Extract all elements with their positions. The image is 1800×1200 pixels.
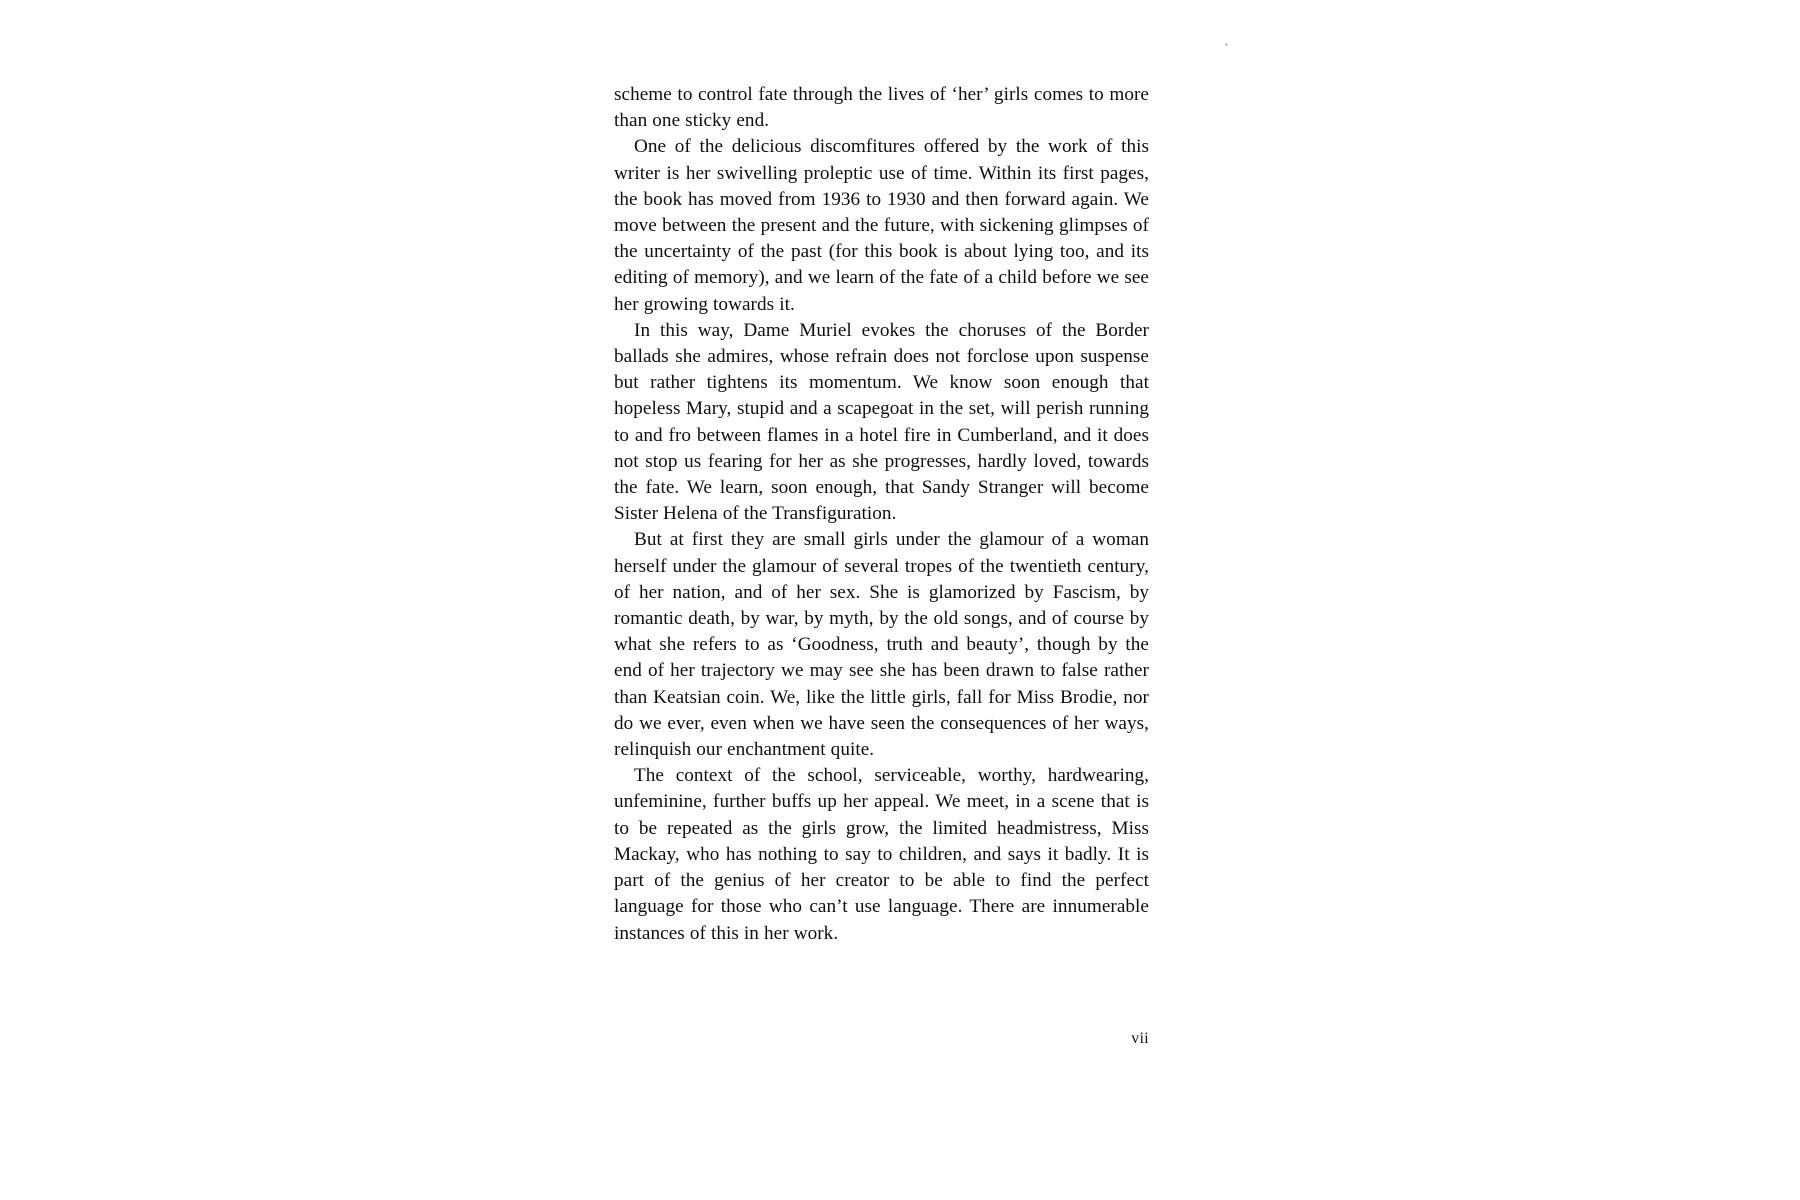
paragraph: But at first they are small girls under the glamour of a woman herself under the glamour of several tropes of the twentieth century, of her nation, and of her sex. She is glamorized by Fascism, by romantic death, by war, by myth, by the old songs, and of course by what she refers to as ‘Goodness, truth and beauty’, though by the end of her trajectory we may see she has been drawn to false rather than Keatsian coin. We, like the little girls, fall for Miss Brodie, nor do we ever, even when we have seen the consequences of her ways, relinquish our enchantment quite. xyxy=(614,529,1149,761)
paragraph: One of the delicious discomfitures offered by the work of this writer is her swivelling proleptic use of time. Within its first pages, the book has moved from 1936 to 1930 and then forward again. We move between the present and the future, with sickening glimpses of the uncertainty of the past (for this book is about lying too, and its editing of memory), and we learn of the fate of a child before we see her growing towards it. xyxy=(614,136,1149,315)
page-number: vii xyxy=(1131,1030,1149,1047)
scan-speck xyxy=(1225,43,1228,46)
paragraph: scheme to control fate through the lives of ‘her’ girls comes to more than one sticky end. xyxy=(614,84,1149,132)
paragraph: In this way, Dame Muriel evokes the choruses of the Border ballads she admires, whose refrain does not forclose upon suspense but rather tightens its momentum. We know soon enough that hopeless Mary, stupid and a scapegoat in the set, will perish running to and fro between flames in a hotel fire in Cumberland, and it does not stop us fearing for her as she progresses, hardly loved, towards the fate. We learn, soon enough, that Sandy Stranger will become Sister Helena of the Transfiguration. xyxy=(614,319,1149,525)
paragraph: The context of the school, serviceable, worthy, hardwearing, unfeminine, further buffs up her appeal. We meet, in a scene that is to be repeated as the girls grow, the limited headmistress, Miss Mackay, who has nothing to say to children, and says it badly. It is part of the genius of her creator to be able to find the perfect language for those who can’t use language. There are innumerable instances of this in her work. xyxy=(614,765,1149,944)
body-text-column xyxy=(614,82,1149,947)
